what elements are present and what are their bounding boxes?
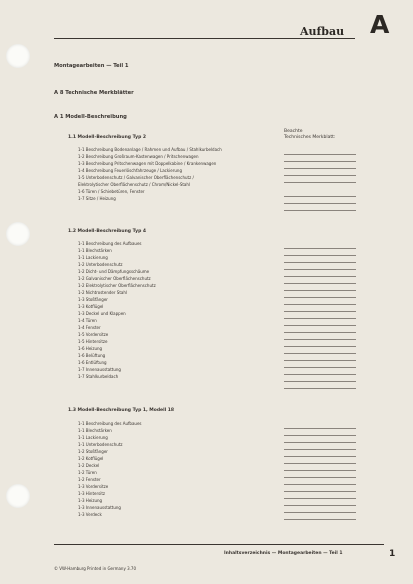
notes-line [284, 332, 356, 333]
document-heading: Montagearbeiten — Teil 1 [54, 63, 129, 69]
list-item: 1-5 Vordersitze [78, 332, 109, 337]
notes-line [284, 262, 356, 263]
notes-line [284, 505, 356, 506]
footer-rule [54, 544, 384, 545]
group-heading-typ1: 1.3 Modell-Beschreibung Typ 1, Modell 18 [68, 408, 175, 413]
notes-line [284, 248, 356, 249]
list-item: 1-2 Unterbodenschutz [78, 262, 123, 267]
list-item: 1-2 Galvanischer Oberflächenschutz [78, 276, 151, 281]
notes-line [284, 449, 356, 450]
notes-line [284, 276, 356, 277]
section-heading-a8: A 8 Technische Merkblätter [54, 90, 134, 96]
notes-line [284, 210, 356, 211]
notes-line [284, 255, 356, 256]
notes-line [284, 346, 356, 347]
notes-line [284, 519, 356, 520]
list-item: 1-2 Türen [78, 470, 97, 475]
list-item: Elektrolytischer Oberflächenschutz / Chrom/Nickel-Stahl [78, 182, 191, 187]
notes-line [284, 512, 356, 513]
notes-line [284, 175, 356, 176]
notes-line [284, 463, 356, 464]
list-item: 1-2 Elektrolytischer Oberflächenschutz [78, 283, 156, 288]
list-item: 1-1 Beschreibung Bodenanlage / Rahmen und Aufbau / Stahlkurbeldach [78, 147, 222, 152]
list-item: 1-4 Türen [78, 318, 97, 323]
notes-line [284, 196, 356, 197]
list-item: 1-2 Nichtrostender Stahl [78, 290, 127, 295]
notes-line [284, 470, 356, 471]
list-item: 1-1 Unterbodenschutz [78, 442, 123, 447]
list-item: 1-7 Stahlkurbeldach [78, 374, 119, 379]
list-item: 1-6 Entlüftung [78, 360, 107, 365]
footer-imprint: © VW-Hamburg Printed in Germany 3.70 [54, 566, 137, 571]
notes-line [284, 360, 356, 361]
notes-line [284, 353, 356, 354]
list-item: 1-3 Beschreibung Pritschenwagen mit Doppelkabine / Krankenwagen [78, 161, 217, 166]
notes-line [284, 374, 356, 375]
notes-line [284, 311, 356, 312]
list-item: 1-1 Blechstärken [78, 428, 112, 433]
list-item: 1-3 Hintersitz [78, 491, 105, 496]
notes-line [284, 203, 356, 204]
list-item: 1-2 Deckel [78, 463, 100, 468]
list-item: 1-6 Belüftung [78, 353, 106, 358]
notes-line [284, 304, 356, 305]
notes-line [284, 290, 356, 291]
list-item: 1-5 Unterbodenschutz / Galvanischer Oberflächenschutz / [78, 175, 194, 180]
notes-line [284, 339, 356, 340]
notes-line [284, 484, 356, 485]
list-item: 1-3 Deckel und Klappen [78, 311, 126, 316]
page-number: 1 [389, 549, 396, 559]
header-title: Aufbau [300, 25, 345, 38]
list-item: 1-5 Hintersitze [78, 339, 108, 344]
list-item: 1-2 Fenster [78, 477, 101, 482]
list-item: 1-1 Blechstärken [78, 248, 112, 253]
punch-hole [6, 484, 30, 508]
list-item: 1-7 Innenausstattung [78, 367, 121, 372]
list-item: 1-6 Heizung [78, 346, 103, 351]
notes-line [284, 498, 356, 499]
list-item: 1-3 Verdeck [78, 512, 102, 517]
list-item: 1-6 Türen / Schiebetüren, Fenster [78, 189, 145, 194]
list-item: 1-7 Sitze / Heizung [78, 196, 116, 201]
notes-line [284, 428, 356, 429]
list-item: 1-2 Dicht- und Dämpfungsschäume [78, 269, 150, 274]
notes-line [284, 318, 356, 319]
list-item: 1-1 Lackierung [78, 255, 108, 260]
list-item: 1-1 Beschreibung des Aufbaues [78, 421, 142, 426]
list-item: 1-1 Lackierung [78, 435, 108, 440]
group-heading-typ2: 1.1 Modell-Beschreibung Typ 2 [68, 135, 146, 140]
notes-column-header: Technisches Merkblatt: [284, 135, 336, 140]
list-item: 1-3 Heizung [78, 498, 103, 503]
notes-line [284, 161, 356, 162]
notes-line [284, 325, 356, 326]
notes-line [284, 297, 356, 298]
notes-line [284, 442, 356, 443]
list-item: 1-2 Kotflügel [78, 456, 104, 461]
notes-column-header: Beachte [284, 129, 303, 134]
list-item: 1-2 Beschreibung Großraum-Kastenwagen / Pritschenwagen [78, 154, 199, 159]
header-rule [54, 38, 355, 39]
punch-hole [6, 44, 30, 68]
notes-line [284, 269, 356, 270]
list-item: 1-1 Beschreibung des Aufbaues [78, 241, 142, 246]
section-heading-a1: A 1 Modell-Beschreibung [54, 114, 127, 120]
notes-line [284, 456, 356, 457]
notes-line [284, 182, 356, 183]
list-item: 1-3 Kotflügel [78, 304, 104, 309]
notes-line [284, 154, 356, 155]
list-item: 1-2 Stoßfänger [78, 449, 108, 454]
header-section-letter: A [370, 10, 390, 39]
list-item: 1-4 Beschreibung Feuerlöschfahrzeuge / Lackierung [78, 168, 182, 173]
list-item: 1-4 Fenster [78, 325, 101, 330]
list-item: 1-3 Innenausstattung [78, 505, 121, 510]
notes-line [284, 435, 356, 436]
footer-title: Inhaltsverzeichnis — Montagearbeiten — Teil 1 [224, 551, 343, 556]
punch-hole [6, 222, 30, 246]
notes-line [284, 283, 356, 284]
notes-line [284, 381, 356, 382]
list-item: 1-3 Vordersitze [78, 484, 109, 489]
group-heading-typ4: 1.2 Modell-Beschreibung Typ 4 [68, 229, 146, 234]
notes-line [284, 168, 356, 169]
notes-line [284, 367, 356, 368]
notes-line [284, 491, 356, 492]
notes-line [284, 477, 356, 478]
list-item: 1-3 Stoßfänger [78, 297, 108, 302]
notes-line [284, 388, 356, 389]
